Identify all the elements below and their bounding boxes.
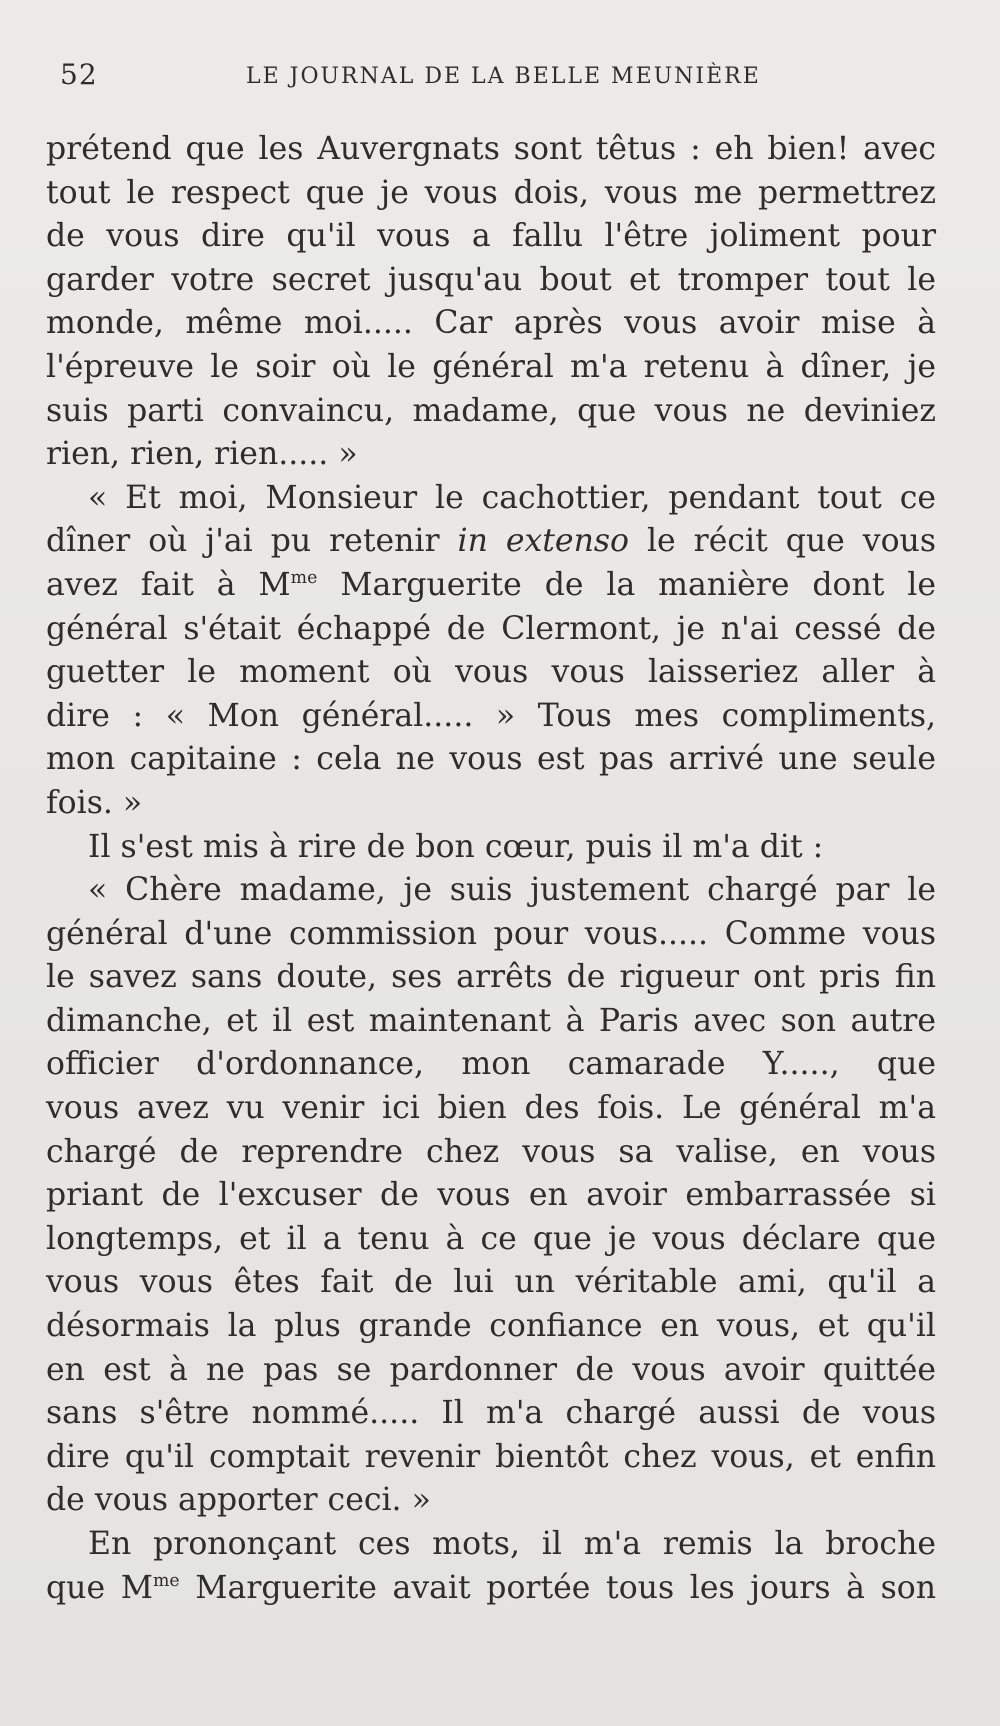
text-line: tout le respect que je vous dois, vous me permettrez xyxy=(46,174,936,211)
text-line: en est à ne pas se pardonner de vous avoir quittée xyxy=(46,1351,936,1388)
text-line: vous avez vu venir ici bien des fois. Le général m'a xyxy=(46,1090,936,1127)
text-line: garder votre secret jusqu'au bout et tromper tout le xyxy=(46,261,936,298)
text-line: général s'était échappé de Clermont, je n'ai cessé de xyxy=(46,610,936,647)
text-line: En prononçant ces mots, il m'a remis la broche xyxy=(88,1526,936,1562)
text-line-with-italic xyxy=(46,520,936,564)
text-line: rien, rien, rien..... » xyxy=(46,436,358,473)
text-line: dire qu'il comptait revenir bientôt chez vous, et enfin xyxy=(46,1438,936,1475)
text-line: chargé de reprendre chez vous sa valise, en vous xyxy=(46,1133,936,1170)
page-header xyxy=(60,58,920,98)
text-line: sans s'être nommé..... Il m'a chargé aussi de vous xyxy=(46,1395,936,1432)
text-line: longtemps, et il a tenu à ce que je vous déclare que xyxy=(46,1220,936,1257)
line-start: que M xyxy=(46,1569,153,1606)
text-line: fois. » xyxy=(46,784,143,821)
text-line: priant de l'excuser de vous en avoir embarrassée si xyxy=(46,1177,936,1214)
text-line: prétend que les Auvergnats sont têtus : eh bien! avec xyxy=(46,131,936,167)
text-line: désormais la plus grande confiance en vous, et qu'il xyxy=(46,1308,936,1345)
text-line: guetter le moment où vous vous laisseriez aller à xyxy=(46,654,936,691)
line-end: Marguerite de la manière dont le xyxy=(317,566,937,603)
text-line: mon capitaine : cela ne vous est pas arrivé une seule xyxy=(46,741,936,778)
italic-phrase: in extenso xyxy=(457,523,629,560)
text-line: général d'une commission pour vous..... Comme vous xyxy=(46,915,936,952)
text-line: suis parti convaincu, madame, que vous ne deviniez xyxy=(46,392,936,429)
superscript-me: me xyxy=(290,567,318,588)
text-line-with-superscript xyxy=(46,1567,936,1611)
text-line-with-superscript xyxy=(46,564,936,608)
page-number: 52 xyxy=(60,58,98,91)
text-line: de vous apporter ceci. » xyxy=(46,1482,431,1519)
text-line: de vous dire qu'il vous a fallu l'être joliment pour xyxy=(46,218,936,255)
text-line: officier d'ordonnance, mon camarade Y....., que xyxy=(46,1046,936,1083)
text-line: le savez sans doute, ses arrêts de rigueur ont pris fin xyxy=(46,959,936,996)
text-line: monde, même moi..... Car après vous avoir mise à xyxy=(46,305,936,342)
text-line: « Et moi, Monsieur le cachottier, pendant tout ce xyxy=(88,479,936,516)
text-line: dire : « Mon général..... » Tous mes compliments, xyxy=(46,697,936,734)
body-text xyxy=(46,128,936,1610)
text-line: l'épreuve le soir où le général m'a retenu à dîner, je xyxy=(46,348,936,385)
text-line: Il s'est mis à rire de bon cœur, puis il m'a dit : xyxy=(88,828,824,865)
line-end: le récit que vous xyxy=(629,523,937,560)
line-end: Marguerite avait portée tous les jours à son xyxy=(195,1569,936,1606)
text-line: « Chère madame, je suis justement chargé par le xyxy=(88,872,936,909)
superscript-me: me xyxy=(152,1570,180,1591)
line-start: avez fait à M xyxy=(46,566,291,603)
text-line: vous vous êtes fait de lui un véritable ami, qu'il a xyxy=(46,1264,936,1301)
running-title: LE JOURNAL DE LA BELLE MEUNIÈRE xyxy=(246,64,761,89)
text-line: dimanche, et il est maintenant à Paris avec son autre xyxy=(46,1002,936,1039)
line-start: dîner où j'ai pu retenir xyxy=(46,523,440,560)
